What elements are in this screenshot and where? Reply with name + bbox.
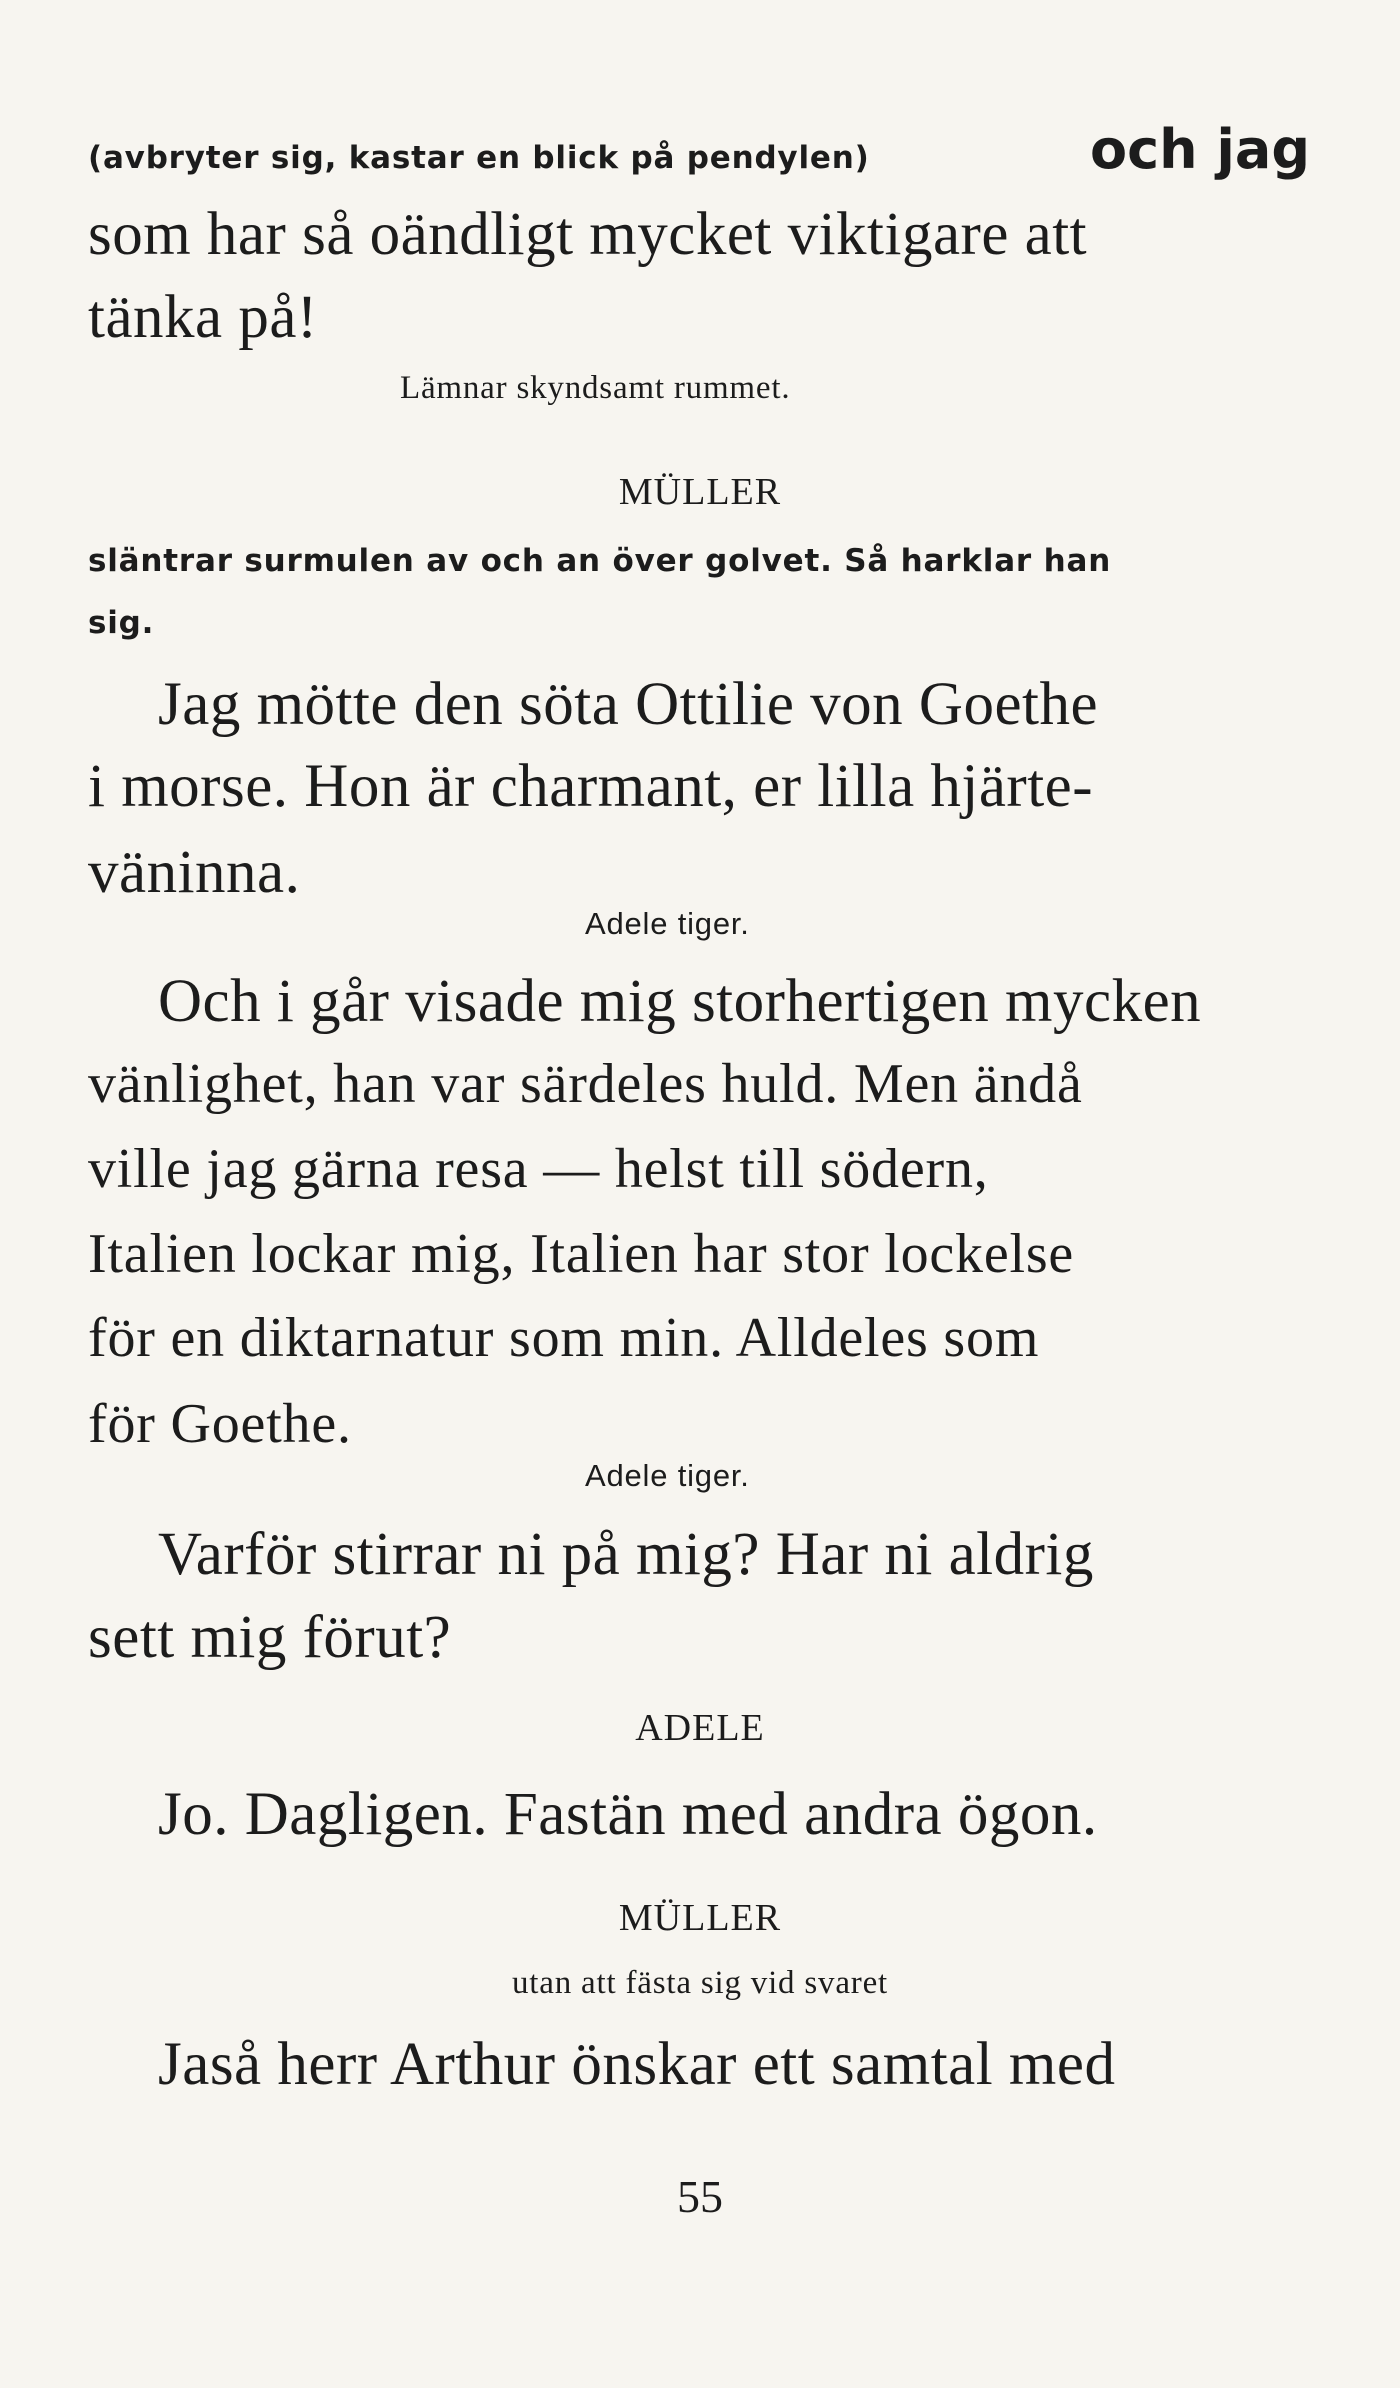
stage-direction: utan att fästa sig vid svaret [511,1965,889,2001]
dialogue-line: Jo. Dagligen. Fastän med andra ögon. [158,1781,1098,1848]
speaker-name: MÜLLER [618,471,782,513]
dialogue-fragment: och jag [1090,118,1310,181]
dialogue-line: i morse. Hon är charmant, er lilla hjärte- [88,753,1094,820]
speaker-name: MÜLLER [618,1897,782,1939]
speaker-name: ADELE [635,1707,765,1749]
dialogue-line: sett mig förut? [88,1604,452,1671]
dialogue-line: Varför stirrar ni på mig? Har ni aldrig [158,1521,1094,1588]
dialogue-line: för en diktarnatur som min. Alldeles som [88,1307,1040,1369]
page-number: 55 [677,2171,723,2222]
dialogue-line: Jag mötte den söta Ottilie von Goethe [158,671,1099,738]
dialogue-line: tänka på! [88,284,318,351]
dialogue-line [88,200,1310,270]
dialogue-line: Och i går visade mig storhertigen mycken [158,968,1202,1035]
stage-direction: släntrar surmulen av och an över golvet. Så harklar han [88,543,1112,579]
dialogue-line: Italien lockar mig, Italien har stor lockelse [88,1223,1075,1285]
dialogue-line: ville jag gärna resa — helst till södern, [88,1138,989,1200]
stage-direction: Adele tiger. [585,1458,750,1493]
stage-direction: sig. [88,605,155,641]
dialogue-line: Jaså herr Arthur önskar ett samtal med [158,2031,1116,2098]
dialogue-line: för Goethe. [88,1393,352,1455]
dialogue-text: som har så oändligt mycket viktigare att [88,201,1088,268]
stage-direction-line [88,118,1310,181]
dialogue-line: vänlighet, han var särdeles huld. Men ändå [88,1053,1083,1115]
stage-direction: (avbryter sig, kastar en blick på pendylen) [88,140,870,176]
dialogue-line: väninna. [88,839,301,906]
stage-direction: Adele tiger. [585,906,750,941]
stage-direction: Lämnar skyndsamt rummet. [400,370,791,406]
